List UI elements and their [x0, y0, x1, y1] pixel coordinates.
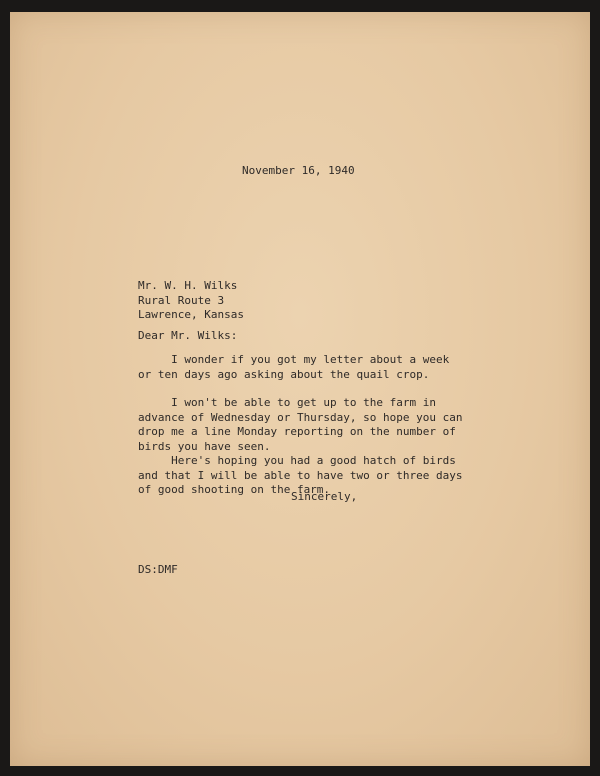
- recipient-address: [138, 279, 244, 323]
- body-paragraph-1: I wonder if you got my letter about a week or ten days ago asking about the quail crop.: [138, 353, 450, 381]
- letter-page: [10, 12, 590, 766]
- letter-date: November 16, 1940: [242, 164, 355, 177]
- closing: Sincerely,: [291, 490, 358, 503]
- body-paragraph-3: Here's hoping you had a good hatch of birds and that I will be able to have two or three days of good shooting on the farm.: [138, 454, 463, 496]
- recipient-street: Rural Route 3: [138, 293, 225, 307]
- typist-initials: DS:DMF: [138, 563, 178, 576]
- recipient-name: Mr. W. H. Wilks: [138, 279, 238, 292]
- body-paragraph-2: I won't be able to get up to the farm in advance of Wednesday or Thursday, so hope you can drop me a line Monday reporting on the number of birds you have seen.: [138, 396, 463, 453]
- recipient-city: Lawrence, Kansas: [138, 308, 244, 321]
- salutation: Dear Mr. Wilks:: [138, 329, 238, 342]
